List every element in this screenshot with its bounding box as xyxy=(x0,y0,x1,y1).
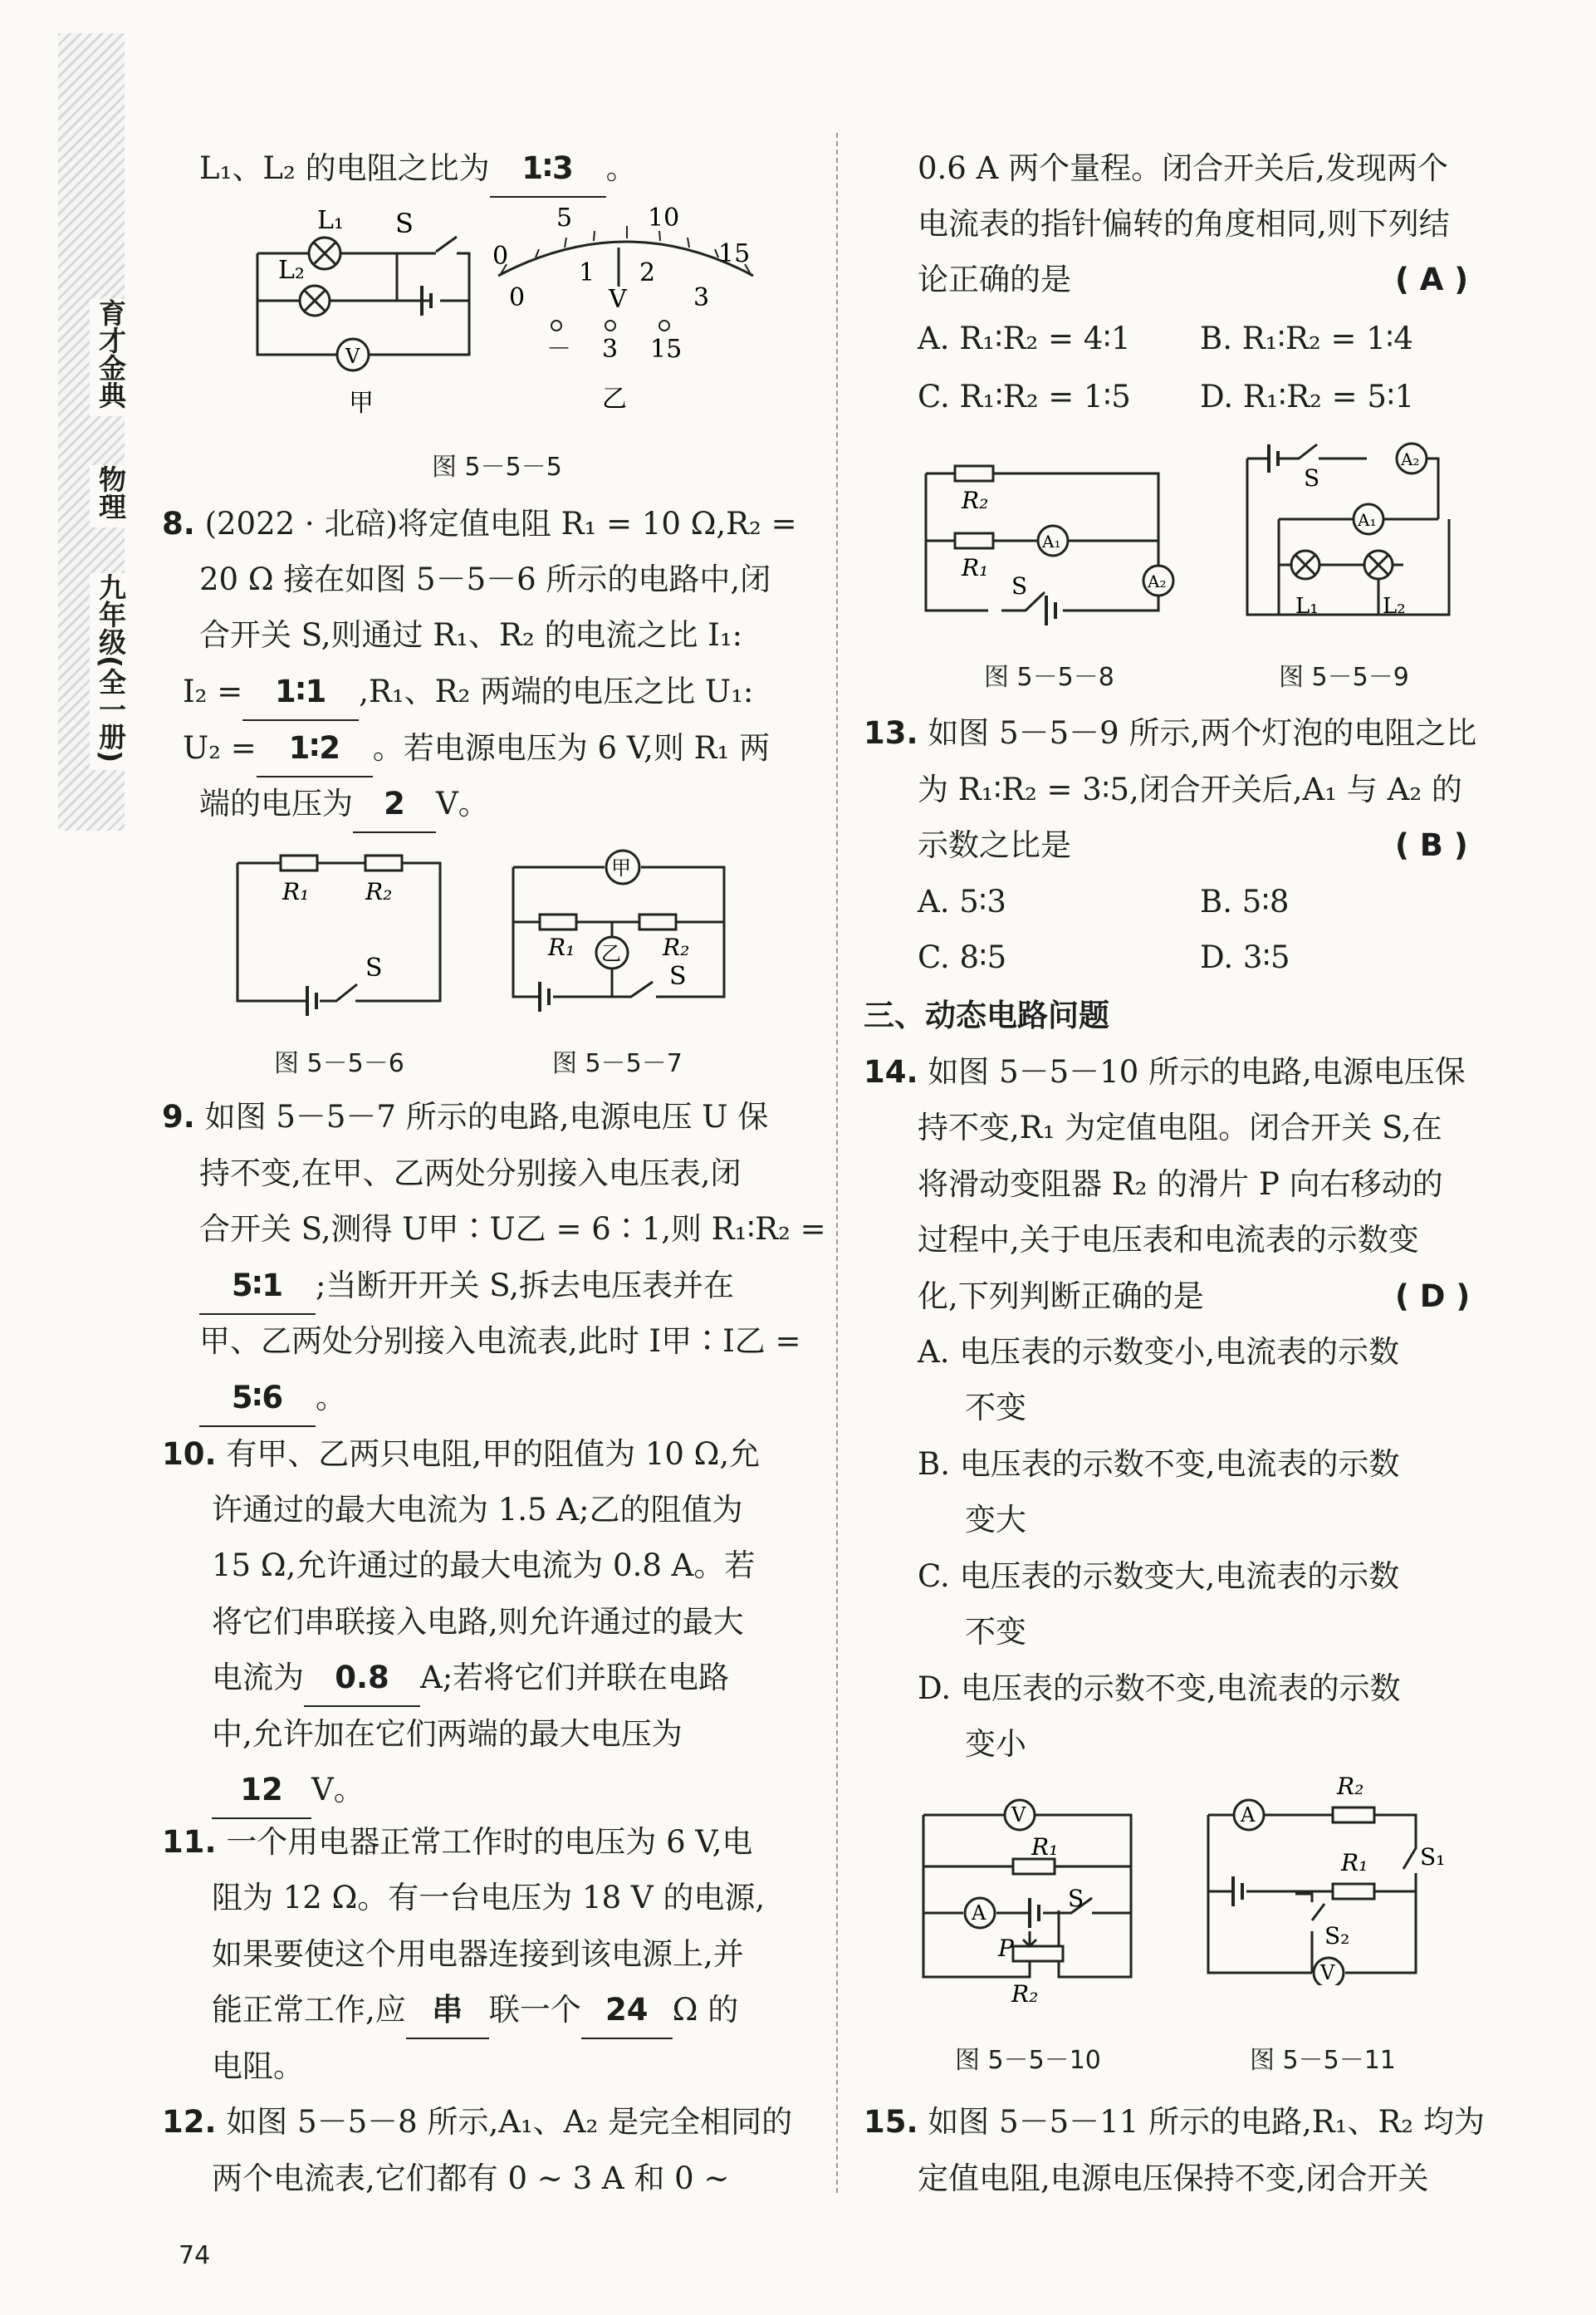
q10-line1: 10. 有甲、乙两只电阻,甲的阻值为 10 Ω,允 xyxy=(162,1436,761,1472)
q9-line4: 5∶1 ;当断开开关 S,拆去电压表并在 xyxy=(199,1258,734,1315)
q13-line1: 13. 如图 5－5－9 所示,两个灯泡的电阻之比 xyxy=(864,715,1477,751)
figure-5-5-9 xyxy=(1229,436,1461,635)
fig555-yi: 乙 xyxy=(602,385,627,414)
q7-answer: 1∶3 xyxy=(490,141,606,198)
q10-line2: 许通过的最大电流为 1.5 A;乙的阻值为 xyxy=(212,1492,743,1528)
fig557-r1: R₁ xyxy=(548,934,575,961)
q8-line5: U₂ = 1∶2 。若电源电压为 6 V,则 R₁ 两 xyxy=(183,721,770,777)
q8-line6: 端的电压为 2 V。 xyxy=(199,777,489,833)
fig556-caption: 图 5－5－6 xyxy=(274,1049,404,1078)
q13-line2: 为 R₁∶R₂ = 3∶5,闭合开关后,A₁ 与 A₂ 的 xyxy=(918,772,1462,807)
fig5510-v: V xyxy=(1011,1803,1026,1827)
fig558-a1: A₁ xyxy=(1042,532,1061,552)
side-grade: 九年级(全一册) xyxy=(90,573,131,770)
q14-line4: 过程中,关于电压表和电流表的示数变 xyxy=(918,1222,1419,1258)
q10-line5: 电流为 0.8 A;若将它们并联在电路 xyxy=(212,1650,729,1707)
fig555-l2: L₂ xyxy=(278,256,305,285)
fig5510-s: S xyxy=(1068,1885,1084,1912)
fig559-caption: 图 5－5－9 xyxy=(1279,663,1409,692)
q14-option-b-cont: 变大 xyxy=(965,1502,1026,1538)
fig5510-a: A xyxy=(972,1901,986,1925)
figure-5-5-11 xyxy=(1196,1769,1445,1985)
q13-option-b: B. 5∶8 xyxy=(1200,884,1290,920)
q14-option-c: C. 电压表的示数变大,电流表的示数 xyxy=(918,1558,1400,1594)
q10-line6: 中,允许加在它们两端的最大电压为 xyxy=(212,1716,683,1752)
meter-top-5: 5 xyxy=(556,204,573,233)
fig558-a2: A₂ xyxy=(1148,571,1167,591)
q12-option-a: A. R₁∶R₂ = 4∶1 xyxy=(918,321,1131,356)
q12-line1: 12. 如图 5－5－8 所示,A₁、A₂ 是完全相同的 xyxy=(162,2104,793,2140)
fig559-a2: A₂ xyxy=(1401,449,1420,469)
q12-option-c: C. R₁∶R₂ = 1∶5 xyxy=(918,379,1131,414)
fig557-caption: 图 5－5－7 xyxy=(552,1049,683,1078)
column-divider xyxy=(836,133,838,2193)
fig556-r2: R₂ xyxy=(365,878,393,905)
terminal-15: 15 xyxy=(650,335,683,364)
fig5511-s2: S₂ xyxy=(1324,1922,1350,1950)
fig558-r2: R₂ xyxy=(962,487,989,514)
fig5510-caption: 图 5－5－10 xyxy=(955,2046,1101,2075)
q8-line3: 合开关 S,则通过 R₁、R₂ 的电流之比 I₁: xyxy=(199,617,743,653)
fig557-s: S xyxy=(669,962,687,991)
fig556-r1: R₁ xyxy=(282,878,310,905)
fig5510-r1: R₁ xyxy=(1031,1833,1059,1861)
fig559-l2: L₂ xyxy=(1383,594,1406,619)
q14-answer: ( D ) xyxy=(1395,1278,1471,1314)
fig558-caption: 图 5－5－8 xyxy=(984,663,1114,692)
fig559-l1: L₁ xyxy=(1295,594,1319,619)
figure-5-5-10 xyxy=(913,1790,1146,2014)
meter-bottom-2: 2 xyxy=(639,258,656,287)
q8-answer-3: 2 xyxy=(353,777,436,833)
q9-line2: 持不变,在甲、乙两处分别接入电压表,闭 xyxy=(199,1155,742,1191)
q12-line3: 0.6 A 两个量程。闭合开关后,发现两个 xyxy=(918,150,1448,186)
q12-option-d: D. R₁∶R₂ = 5∶1 xyxy=(1200,379,1415,414)
meter-bottom-1: 1 xyxy=(579,258,595,287)
q12-line2: 两个电流表,它们都有 0 ~ 3 A 和 0 ~ xyxy=(212,2161,730,2196)
figure-5-5-5-meter xyxy=(486,199,768,419)
q8-line1: 8. (2022 · 北碚)将定值电阻 R₁ = 10 Ω,R₂ = xyxy=(162,506,797,542)
side-title: 育才金典 xyxy=(90,299,131,416)
q14-option-a: A. 电压表的示数变小,电流表的示数 xyxy=(918,1334,1400,1370)
fig558-r1: R₁ xyxy=(962,554,989,581)
q15-line1: 15. 如图 5－5－11 所示的电路,R₁、R₂ 均为 xyxy=(864,2104,1485,2140)
meter-top-0: 0 xyxy=(492,242,509,271)
figure-5-5-7 xyxy=(507,847,731,1022)
q10-line4: 将它们串联接入电路,则允许通过的最大 xyxy=(212,1604,744,1640)
fig5511-caption: 图 5－5－11 xyxy=(1250,2046,1396,2075)
q12-line5: 论正确的是 xyxy=(918,262,1071,297)
q14-line5: 化,下列判断正确的是 xyxy=(918,1278,1204,1314)
figure-5-5-6 xyxy=(233,851,448,1018)
fig5510-p: P xyxy=(998,1935,1014,1962)
fig556-s: S xyxy=(365,954,383,983)
q7-tail: L₁、L₂ 的电阻之比为 1∶3 。 xyxy=(199,141,637,198)
q9-line3: 合开关 S,测得 U甲∶U乙 = 6∶1,则 R₁∶R₂ = xyxy=(199,1211,826,1247)
fig557-r2: R₂ xyxy=(663,934,690,961)
q13-option-a: A. 5∶3 xyxy=(918,884,1006,920)
q11-line4: 能正常工作,应 串 联一个 24 Ω 的 xyxy=(212,1983,738,2039)
q12-line4: 电流表的指针偏转的角度相同,则下列结 xyxy=(918,206,1450,242)
q13-answer: ( B ) xyxy=(1395,827,1468,863)
figure-5-5-8 xyxy=(913,453,1229,635)
fig559-a1: A₁ xyxy=(1358,510,1377,530)
fig5511-a: A xyxy=(1241,1803,1256,1827)
terminal-neg: － xyxy=(546,335,571,364)
fig5510-r2: R₂ xyxy=(1011,1980,1039,2008)
q9-line5: 甲、乙两处分别接入电流表,此时 I甲∶I乙 = xyxy=(199,1323,801,1359)
q10-answer-2: 12 xyxy=(212,1763,311,1819)
q8-line4: I₂ = 1∶1 ,R₁、R₂ 两端的电压之比 U₁: xyxy=(183,665,753,721)
meter-bottom-3: 3 xyxy=(693,283,710,312)
meter-top-15: 15 xyxy=(718,239,751,268)
q15-line2: 定值电阻,电源电压保持不变,闭合开关 xyxy=(918,2161,1429,2196)
q14-line1: 14. 如图 5－5－10 所示的电路,电源电压保 xyxy=(864,1054,1466,1090)
fig5511-v: V xyxy=(1320,1961,1335,1984)
q8-answer-2: 1∶2 xyxy=(257,721,373,777)
terminal-3: 3 xyxy=(602,335,619,364)
q9-answer-2: 5∶6 xyxy=(199,1371,316,1427)
fig555-jia: 甲 xyxy=(349,389,374,418)
q10-line3: 15 Ω,允许通过的最大电流为 0.8 A。若 xyxy=(212,1547,756,1583)
figure-5-5-5-circuit xyxy=(249,195,482,419)
side-subject: 物理 xyxy=(90,465,131,527)
q9-answer-1: 5∶1 xyxy=(199,1258,316,1315)
q11-line3: 如果要使这个用电器连接到该电源上,并 xyxy=(212,1936,744,1972)
fig555-s: S xyxy=(395,208,414,239)
meter-top-10: 10 xyxy=(648,204,680,233)
fig5511-r1: R₁ xyxy=(1341,1849,1368,1876)
q11-answer-2: 24 xyxy=(581,1983,673,2039)
q12-option-b: B. R₁∶R₂ = 1∶4 xyxy=(1200,321,1413,356)
q11-line2: 阻为 12 Ω。有一台电压为 18 V 的电源, xyxy=(212,1880,766,1915)
fig5511-r2: R₂ xyxy=(1337,1773,1364,1800)
q14-option-a-cont: 不变 xyxy=(965,1390,1026,1425)
q10-answer-1: 0.8 xyxy=(304,1650,420,1707)
fig5511-s1: S₁ xyxy=(1420,1843,1445,1871)
fig558-s: S xyxy=(1011,572,1028,600)
q14-line2: 持不变,R₁ 为定值电阻。闭合开关 S,在 xyxy=(918,1110,1442,1145)
q8-answer-1: 1∶1 xyxy=(242,665,359,721)
fig555-l1: L₁ xyxy=(317,206,344,235)
q14-option-d-cont: 变小 xyxy=(965,1726,1026,1762)
q10-line7: 12 V。 xyxy=(212,1763,365,1819)
q14-option-b: B. 电压表的示数不变,电流表的示数 xyxy=(918,1446,1400,1482)
q13-option-d: D. 3∶5 xyxy=(1200,939,1290,975)
q11-line1: 11. 一个用电器正常工作时的电压为 6 V,电 xyxy=(162,1824,753,1860)
q11-answer-1: 串 xyxy=(406,1983,489,2039)
page-number: 74 xyxy=(179,2241,211,2270)
fig559-s: S xyxy=(1304,464,1320,492)
q8-line2: 20 Ω 接在如图 5－5－6 所示的电路中,闭 xyxy=(199,562,771,597)
section-3-heading: 三、动态电路问题 xyxy=(864,998,1109,1033)
fig557-yi: 乙 xyxy=(601,942,621,965)
fig555-v: V xyxy=(345,345,360,368)
q13-option-c: C. 8∶5 xyxy=(918,939,1007,975)
fig555-caption: 图 5－5－5 xyxy=(432,453,562,482)
q9-line1: 9. 如图 5－5－7 所示的电路,电源电压 U 保 xyxy=(162,1099,769,1135)
fig557-jia: 甲 xyxy=(611,856,631,880)
q14-option-c-cont: 不变 xyxy=(965,1614,1026,1650)
q11-line5: 电阻。 xyxy=(212,2048,304,2084)
q9-line6: 5∶6 。 xyxy=(199,1371,346,1427)
q12-answer: ( A ) xyxy=(1395,262,1469,297)
meter-bottom-0: 0 xyxy=(509,283,526,312)
q14-option-d: D. 电压表的示数不变,电流表的示数 xyxy=(918,1670,1401,1706)
q13-line3: 示数之比是 xyxy=(918,827,1071,863)
q14-line3: 将滑动变阻器 R₂ 的滑片 P 向右移动的 xyxy=(918,1166,1443,1202)
meter-unit: V xyxy=(609,285,627,314)
